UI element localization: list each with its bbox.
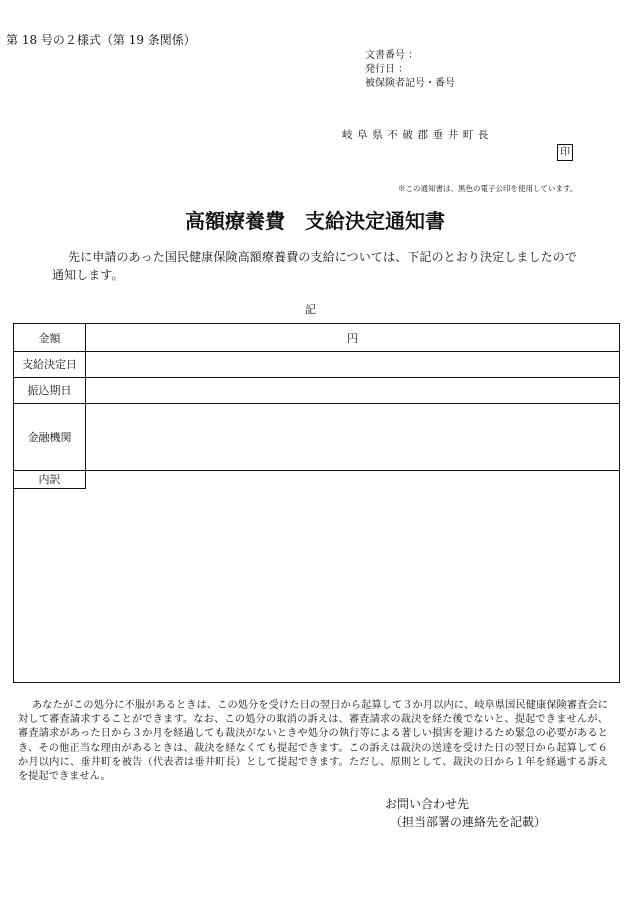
table-row-amount [14, 324, 619, 352]
amount-value-cell [86, 324, 619, 351]
insured-number-label: 被保険者記号・番号 [365, 78, 455, 89]
transfer-date-label: 振込期日 [14, 377, 86, 403]
table-row-decision-date [14, 351, 619, 378]
official-seal: 印 [557, 144, 573, 161]
bank-value [86, 403, 619, 470]
document-title: 高額療養費 支給決定通知書 [185, 209, 445, 233]
bank-label: 金融機関 [14, 403, 86, 470]
issuer-name: 岐阜県不破郡垂井町長 [342, 129, 493, 141]
amount-label: 金額 [14, 324, 86, 351]
contact-label: お問い合わせ先 [385, 797, 470, 811]
breakdown-label: 内訳 [14, 470, 86, 489]
contact-note: （担当部署の連絡先を記載） [390, 815, 547, 829]
table-row-transfer-date [14, 377, 619, 404]
yen-unit: 円 [347, 331, 358, 345]
table-row-bank [14, 403, 619, 471]
payment-table [13, 323, 620, 683]
breakdown-area [14, 488, 619, 682]
decision-date-value [86, 351, 619, 377]
transfer-date-value [86, 377, 619, 403]
ki-marker: 記 [305, 303, 316, 316]
form-number: 第 18 号の２様式（第 19 条関係） [6, 33, 196, 47]
appeal-notice: あなたがこの処分に不服があるときは、この処分を受けた日の翌日から起算して３か月以内に、岐阜県国民健康保険審査会に対して審査請求することができます。なお、この処分の取消の訴えは、審査請求の裁決を経た後でないと、提起できませんが、審査請求があった日から３か月を経過しても裁決がないときや処分の執行等による著しい損害を避けるため緊急の必要があるとき、その他正当な理由があるときは、裁決を経なくても提起できます。この訴えは裁決の送達を受けた日の翌日から起算して６か月以内に、垂井町を被告（代表者は垂井町長）として提起できます。ただし、原則として、裁決の日から１年を経過する訴えを提起できません。 [18, 700, 608, 783]
document-number-label: 文書番号 ： [365, 50, 419, 61]
decision-date-label: 支給決定日 [14, 351, 86, 377]
electronic-seal-note: ※この通知書は、黒色の電子公印を使用しています。 [398, 184, 578, 193]
issue-date-label: 発行日 ： [365, 64, 409, 75]
intro-paragraph: 先に申請のあった国民健康保険高額療養費の支給については、下記のとおり決定しましたので通知します。 [52, 250, 577, 282]
document-meta [365, 49, 455, 91]
